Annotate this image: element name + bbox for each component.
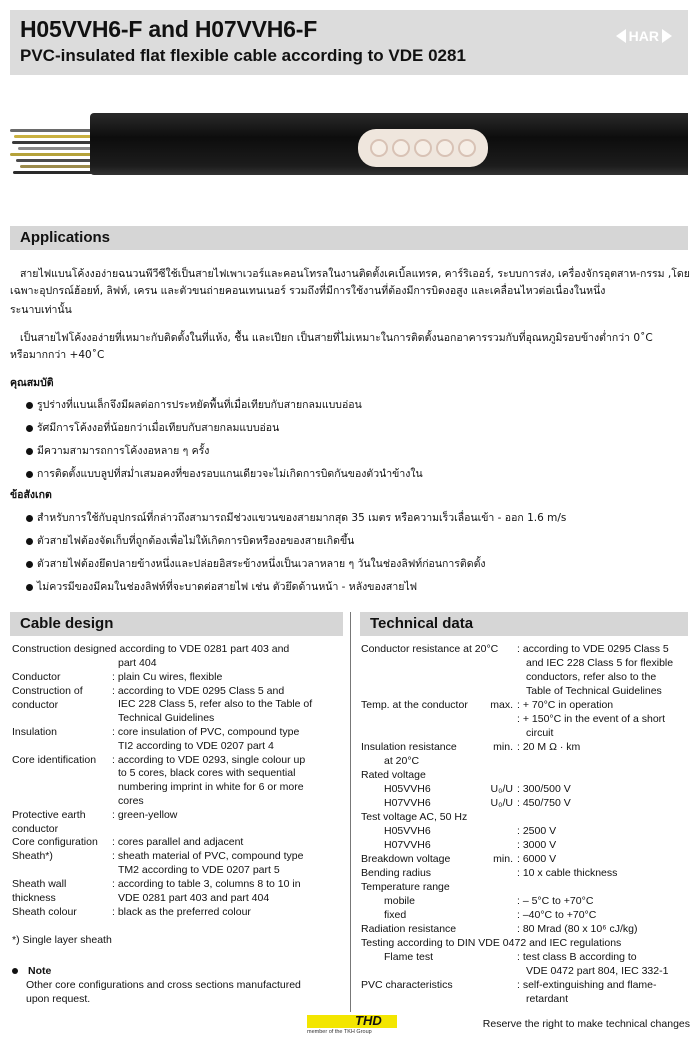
breakdown-voltage-value: : 6000 V [517,853,557,865]
pvc-characteristics-line: retardant [526,993,569,1005]
core-identification-label: Core identification [12,754,97,766]
core-id-value-line: numbering imprint in white for 6 or more [118,781,304,793]
test-voltage-value: : 3000 V [517,839,557,851]
temperature-range-type: mobile [384,895,415,907]
applications-heading: Applications [20,229,111,246]
reserve-rights-note: Reserve the right to make technical changes [482,1018,690,1030]
breakdown-voltage-qualifier: min. [493,853,513,865]
construction-of-conductor-label: Construction of conductor [12,685,83,711]
conductor-resistance-line: : according to VDE 0295 Class 5 [517,643,669,655]
flame-test-line: : test class B according to [517,951,637,963]
conductor-resistance-label: Conductor resistance at 20°C [361,643,499,655]
note-item: ไม่ควรมีของมีคมในช่องลิฟท์ที่จะบาดต่อสายไฟ เช่น ตัวยึดด้านหน้า - หลังของสายไฟ [26,578,417,595]
thd-logo [307,1015,407,1041]
construction-line-2: part 404 [118,657,157,669]
thd-logo-subtitle: member of the TKH Group [307,1029,372,1035]
temperature-range-value: : –40°C to +70°C [517,909,597,921]
applications-para-1-end: ระนาบเท่านั้น [10,304,72,316]
bending-radius-value: : 10 x cable thickness [517,867,618,879]
protective-earth-label: Protective earth conductor [12,809,86,835]
rated-voltage-value: : 300/500 V [517,783,571,795]
note-item: ตัวสายไฟต้องจัดเก็บที่ถูกต้องเพื่อไม่ให้เกิดการบิดหรืองอของสายเกิดขึ้น [26,532,354,549]
temp-conductor-line: circuit [526,727,554,739]
note-line-1: Other core configurations and cross sections manufactured [26,979,301,991]
insulation-resistance-qualifier: min. [493,741,513,753]
har-logo-text: HAR [628,28,659,44]
construction-value-line: Technical Guidelines [118,712,215,724]
conductor-resistance-line: Table of Technical Guidelines [526,685,662,697]
pvc-characteristics-label: PVC characteristics [361,979,453,991]
notes-heading: ข้อสังเกต [10,489,52,501]
sheath-value-line: : sheath material of PVC, compound type [112,850,304,862]
construction-value-line: : according to VDE 0295 Class 5 and [112,685,285,697]
feature-item: รัศมีการโค้งงอที่น้อยกว่าเมื่อเทียบกับสายกลมแบบอ่อน [26,419,279,436]
core-id-value-line: to 5 cores, black cores with sequential [118,767,296,779]
temperature-range-label: Temperature range [361,881,450,893]
rated-voltage-label: Rated voltage [361,769,426,781]
features-heading: คุณสมบัติ [10,377,54,389]
sheath-wall-value-line: : according to table 3, columns 8 to 10 in [112,878,301,890]
core-configuration-label: Core configuration [12,836,98,848]
construction-value-line: IEC 228 Class 5, refer also to the Table of [118,698,313,710]
construction-line-1: Construction designed according to VDE 0281 part 403 and [12,643,290,655]
core-id-value-line: : according to VDE 0293, single colour up [112,754,306,766]
note-line-2: upon request. [26,993,91,1005]
applications-para-2-end: หรือมากกว่า +40˚C [10,349,105,361]
thd-logo-text: THD [355,1013,382,1028]
test-voltage-type: H05VVH6 [384,825,431,837]
cable-design-heading: Cable design [20,615,114,632]
pvc-characteristics-line: : self-extinguishing and flame- [517,979,657,991]
para-1-text: สายไฟแบนโค้งงอง่ายฉนวนพีวีซีใช้เป็นสายไฟเพาเวอร์และคอนโทรลในงานติดตั้งเคเบิ้ลแทรค, คาร์ริเออร์, ระบบการส่ง, เครื่องจักรอุตสาห-กรรม ,โดยเฉพาะอุปกรณ์ฮ้อยท์, ลิฟท์, เครน และตัวขนถ่ายคอนเทนเนอร์ รวมถึงที่มีการใช้งานที่ต้องมีการบิดงอสูง และเคลื่อนไหวต่อเนื่องในหนึ่ง [10,268,690,297]
test-voltage-label: Test voltage AC, 50 Hz [361,811,468,823]
technical-data-heading: Technical data [370,615,474,632]
note-item: ตัวสายไฟต้องยึดปลายข้างหนึ่งและปล่อยอิสระข้างหนึ่งเป็นเวลาหลาย ๆ วันในช่องลิฟท์ก่อนการติดตั้ง [26,555,486,572]
page-title: H05VVH6-F and H07VVH6-F [20,16,318,42]
rated-voltage-value: : 450/750 V [517,797,571,809]
rated-voltage-type: H05VVH6 [384,783,431,795]
test-voltage-type: H07VVH6 [384,839,431,851]
temp-conductor-line: : + 150°C in the event of a short [517,713,666,725]
flame-test-line: VDE 0472 part 804, IEC 332-1 [526,965,669,977]
conductor-label: Conductor [12,671,61,683]
conductor-resistance-line: and IEC 228 Class 5 for flexible [526,657,674,669]
radiation-resistance-value: : 80 Mrad (80 x 10⁶ cJ/kg) [517,923,638,935]
insulation-resistance-value: : 20 M Ω · km [517,741,581,753]
temperature-range-value: : – 5°C to +70°C [517,895,594,907]
protective-earth-value: : green-yellow [112,809,178,821]
feature-item: รูปร่างที่แบนเล็กจึงมีผลต่อการประหยัดพื้นที่เมื่อเทียบกับสายกลมแบบอ่อน [26,396,362,413]
footnote: *) Single layer sheath [12,934,112,946]
sheath-colour-label: Sheath colour [12,906,77,918]
temp-conductor-label: Temp. at the conductor [361,699,468,711]
breakdown-voltage-label: Breakdown voltage [361,853,451,865]
test-voltage-value: : 2500 V [517,825,557,837]
insulation-resistance-label: Insulation resistance [361,741,457,753]
insulation-resistance-label-2: at 20°C [384,755,420,767]
feature-item: การติดตั้งแบบลูปที่สม่ำเสมอคงที่ของรอบแกนเดียวจะไม่เกิดการบิดกันของตัวนำข้างใน [26,465,423,482]
sheath-wall-value-line: VDE 0281 part 403 and part 404 [118,892,270,904]
page-subtitle: PVC-insulated flat flexible cable according to VDE 0281 [20,46,466,65]
rated-voltage-symbol: U₀/U [490,797,513,809]
rated-voltage-type: H07VVH6 [384,797,431,809]
note-item: สำหรับการใช้กับอุปกรณ์ที่กล่าวถึงสามารถมีช่วงแขวนของสายมากสุด 35 เมตร หรือความเร็วเลื่อนเข้า - ออก 1.6 m/s [26,509,566,526]
core-id-value-line: cores [118,795,144,807]
conductor-value: : plain Cu wires, flexible [112,671,223,683]
temp-conductor-line: : + 70°C in operation [517,699,614,711]
temp-conductor-qualifier: max. [490,699,513,711]
sheath-label: Sheath*) [12,850,53,862]
radiation-resistance-label: Radiation resistance [361,923,457,935]
note-heading: Note [12,965,51,979]
sheath-value-line: TM2 according to VDE 0207 part 5 [118,864,280,876]
flame-test-label: Flame test [384,951,434,963]
insulation-value-line: TI2 according to VDE 0207 part 4 [118,740,274,752]
applications-para-2: เป็นสายไฟโค้งงอง่ายที่เหมาะกับติดตั้งในที่แห้ง, ชื้น และเปียก เป็นสายที่ไม่เหมาะในการติดตั้งนอกอาคารรวมกับที่อุณหภูมิรอบข้างต่ำกว่า 0˚C [20,332,653,344]
rated-voltage-symbol: U₀/U [490,783,513,795]
sheath-colour-value: : black as the preferred colour [112,906,251,918]
sheath-wall-thickness-label: Sheath wall thickness [12,878,67,904]
insulation-label: Insulation [12,726,57,738]
core-configuration-value: : cores parallel and adjacent [112,836,244,848]
bending-radius-label: Bending radius [361,867,432,879]
feature-item: มีความสามารถการโค้งงอหลาย ๆ ครั้ง [26,442,209,459]
temperature-range-type: fixed [384,909,407,921]
testing-regulations-label: Testing according to DIN VDE 0472 and IEC regulations [361,937,622,949]
conductor-resistance-line: conductors, refer also to the [526,671,657,683]
insulation-value-line: : core insulation of PVC, compound type [112,726,300,738]
